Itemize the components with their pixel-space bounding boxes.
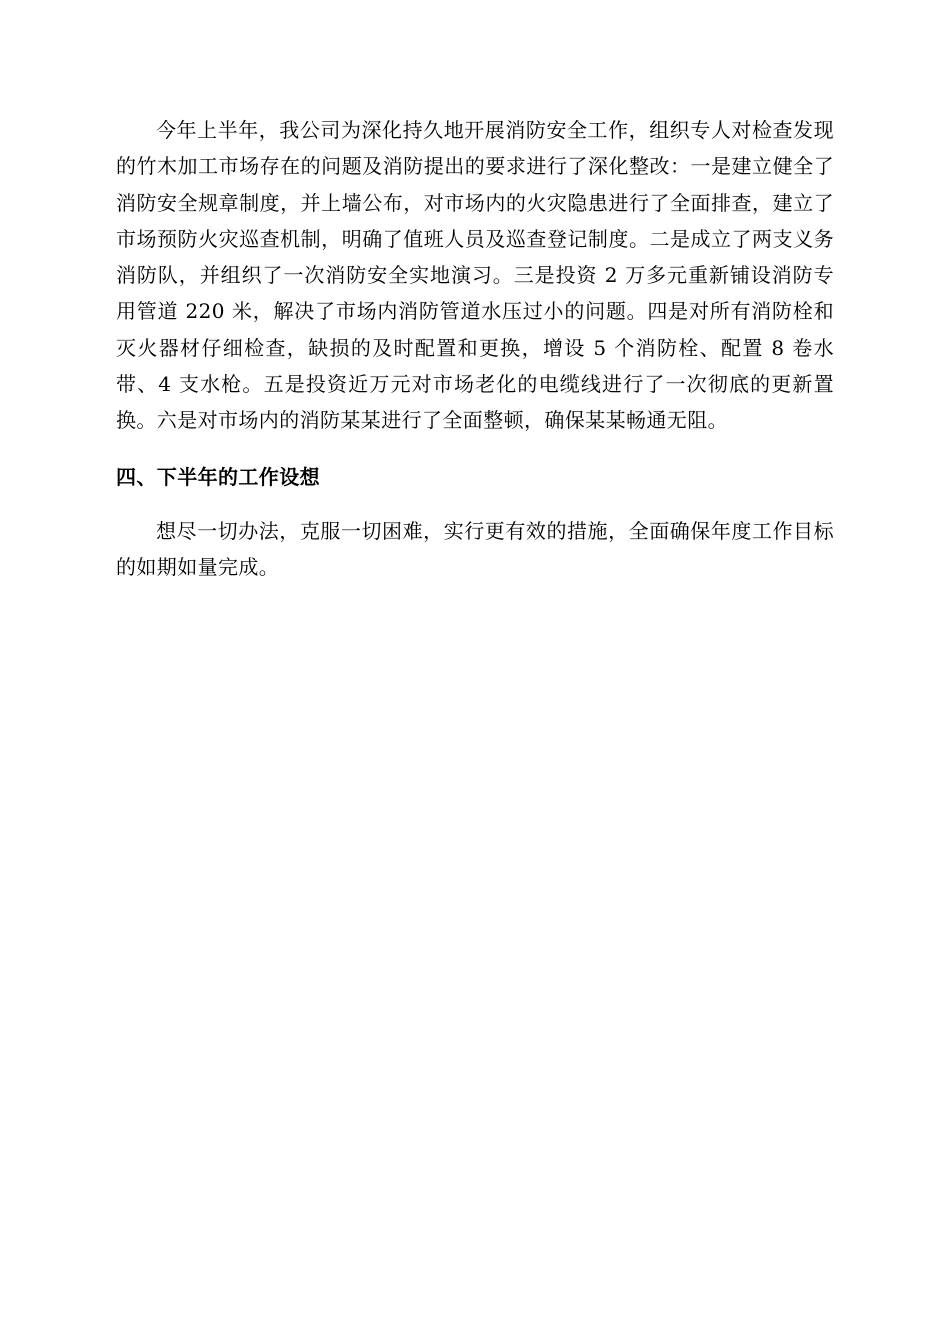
body-paragraph-fire-safety-rectification: 今年上半年，我公司为深化持久地开展消防安全工作，组织专人对检查发现的竹木加工市场存在的问题及消防提出的要求进行了深化整改：一是建立健全了消防安全规章制度，并上墙公布，对市场内的火灾隐患进行了全面排查，建立了市场预防火灾巡查机制，明确了值班人员及巡查登记制度。二是成立了两支义务消防队，并组织了一次消防安全实地演习。三是投资 2 万多元重新铺设消防专用管道 220 米，解决了市场内消防管道水压过小的问题。四是对所有消防栓和灭火器材仔细检查，缺损的及时配置和更换，增设 5 个消防栓、配置 8 卷水带、4 支水枪。五是投资近万元对市场老化的电缆线进行了一次彻底的更新置换。六是对市场内的消防某某进行了全面整顿，确保某某畅通无阻。 bbox=[116, 118, 834, 433]
body-paragraph-closing: 想尽一切办法，克服一切困难，实行更有效的措施，全面确保年度工作目标的如期如量完成。 bbox=[116, 518, 834, 579]
document-body bbox=[116, 112, 834, 585]
section-heading-second-half-plan: 四、下半年的工作设想 bbox=[116, 464, 320, 489]
